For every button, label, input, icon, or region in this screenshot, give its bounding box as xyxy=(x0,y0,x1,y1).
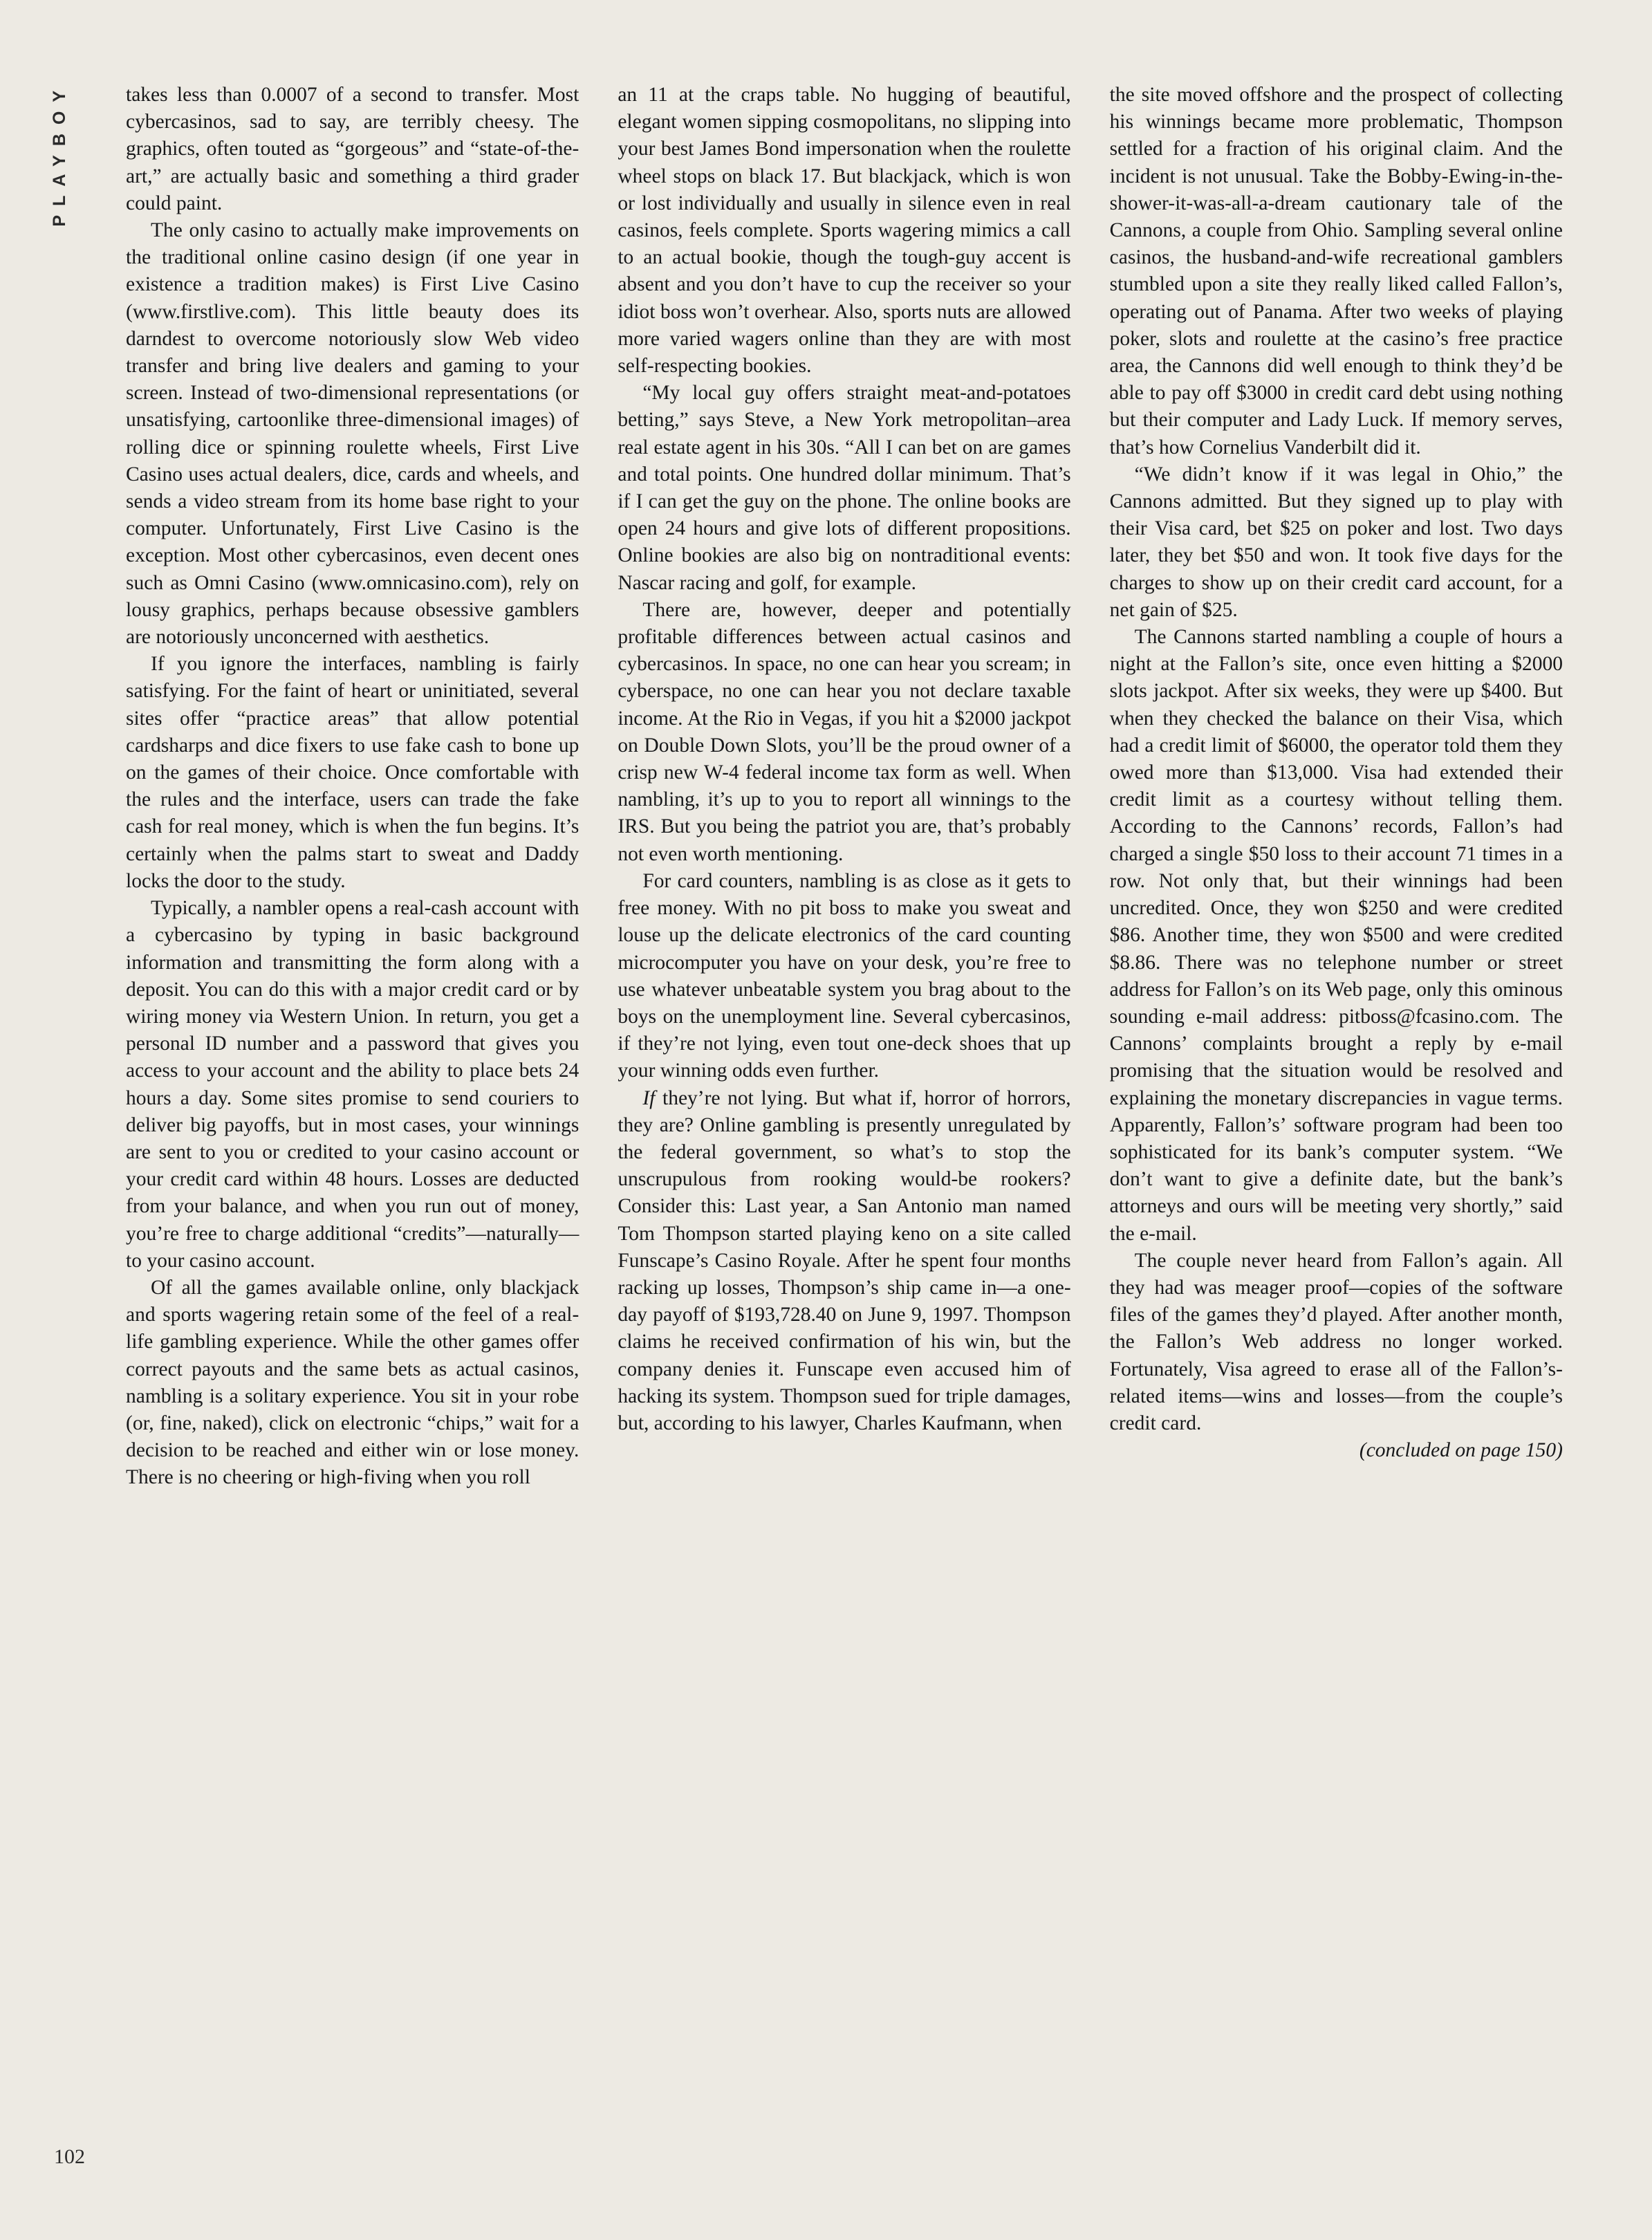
paragraph: The only casino to actually make improvements on the traditional online casino design (if one year in existence a tradition makes) is First Live Casino (www.firstlive.com). This little beauty does its darndest to overcome notoriously slow Web video transfer and bring live dealers and gaming to your screen. Instead of two-dimensional representations (or unsatisfying, cartoonlike three-dimensional images) of rolling dice or spinning roulette wheels, First Live Casino uses actual dealers, dice, cards and wheels, and sends a video stream from its home base right to your computer. Unfortunately, First Live Casino is the exception. Most other cybercasinos, even decent ones such as Omni Casino (www.omnicasino.com), rely on lousy graphics, perhaps because obsessive gamblers are notoriously unconcerned with aesthetics. xyxy=(126,219,579,649)
text-column-3 xyxy=(1110,82,1563,2129)
paragraph: There are, however, deeper and potentially profitable differences between actual casinos and cybercasinos. In space, no one can hear you scream; in cyberspace, no one can hear you not declare taxable income. At the Rio in Vegas, if you hit a $2000 jackpot on Double Down Slots, you’ll be the proud owner of a crisp new W-4 federal income tax form as well. When nambling, it’s up to you to report all winnings to the IRS. But you being the patriot you are, that’s probably not even worth mentioning. xyxy=(618,598,1071,865)
paragraph-with-italic-lead xyxy=(618,1085,1070,1438)
italic-lead-word: If xyxy=(642,1086,656,1109)
paragraph: an 11 at the craps table. No hugging of beautiful, elegant women sipping cosmopolitans, no slipping into your best James Bond impersonation when the roulette wheel stops on black 17. But blackjack, which is won or lost individually and usually in silence even in real casinos, feels complete. Sports wagering mimics a call to an actual bookie, though the tough-guy accent is absent and you don’t have to cup the receiver so your idiot boss won’t overhear. Also, sports nuts are allowed more varied wagers online than they are with most self-respecting bookies. xyxy=(618,84,1071,378)
text-column-1 xyxy=(126,82,579,2129)
text-column-2 xyxy=(618,82,1070,2129)
paragraph: The couple never heard from Fallon’s again. All they had was meager proof—copies of the software files of the games they’d played. After another month, the Fallon’s Web address no longer worked. Fortunately, Visa agreed to erase all of the Fallon’s-related items—wins and losses—from the couple’s credit card. xyxy=(1109,1249,1563,1434)
paragraph: For card counters, nambling is as close as it gets to free money. With no pit boss to make you sweat and louse up the delicate electronics of the card counting microcomputer you have on your desk, you’re free to use whatever unbeatable system you brag about to the boys on the unemployment line. Several cybercasinos, if they’re not lying, even tout one-deck shoes that up your winning odds even further. xyxy=(618,869,1071,1082)
masthead-playboy: PLAYBOY xyxy=(50,82,69,227)
paragraph: If you ignore the interfaces, nambling is fairly satisfying. For the faint of heart or uninitiated, several sites offer “practice areas” that allow potential cardsharps and dice fixers to use fake cash to bone up on the games of their choice. Once comfortable with the rules and the interface, users can trade the fake cash for real money, which is when the fun begins. It’s certainly when the palms start to sweat and Daddy locks the door to the study. xyxy=(126,653,579,892)
paragraph: “My local guy offers straight meat-and-potatoes betting,” says Steve, a New York metropolitan–area real estate agent in his 30s. “All I can bet on are games and total points. One hundred dollar minimum. That’s if I can get the guy on the phone. The online books are open 24 hours and give lots of different propositions. Online bookies are also big on nontraditional events: Nascar racing and golf, for example. xyxy=(618,382,1071,594)
paragraph: the site moved offshore and the prospect of collecting his winnings became more problematic, Thompson settled for a fraction of his original claim. And the incident is not unusual. Take the Bobby-Ewing-in-the-shower-it-was-all-a-dream cautionary tale of the Cannons, a couple from Ohio. Sampling several online casinos, the husband-and-wife recreational gamblers stumbled upon a site they really liked called Fallon’s, operating out of Panama. After two weeks of playing poker, slots and roulette at the casino’s free practice area, the Cannons did well enough to think they’d be able to pay off $3000 in credit card debt using nothing but their computer and Lady Luck. If memory serves, that’s how Cornelius Vanderbilt did it. xyxy=(1109,84,1563,459)
article-body xyxy=(126,82,1563,2129)
paragraph: Typically, a nambler opens a real-cash account with a cybercasino by typing in basic background information and transmitting the form along with a deposit. You can do this with a major credit card or by wiring money via Western Union. In return, you get a personal ID number and a password that gives you access to your account and the ability to place bets 24 hours a day. Some sites promise to send couriers to deliver big payoffs, but in most cases, your winnings are sent to you or credited to your casino account or your credit card within 48 hours. Losses are deducted from your balance, and when you run out of money, you’re free to charge additional “credits”—naturally—to your casino account. xyxy=(126,897,579,1272)
paragraph: The Cannons started nambling a couple of hours a night at the Fallon’s site, once even hitting a $2000 slots jackpot. After six weeks, they were up $400. But when they checked the balance on their Visa, which had a credit limit of $6000, the operator told them they owed more than $13,000. Visa had extended their credit limit as a courtesy without telling them. According to the Cannons’ records, Fallon’s had charged a single $50 loss to their account 71 times in a row. Not only that, but their winnings had been uncredited. Once, they won $250 and were credited $86. Another time, they won $500 and were credited $8.86. There was no telephone number or street address for Fallon’s on its Web page, only this ominous sounding e-mail address: pitboss@fcasino.com. The Cannons’ complaints brought a reply by e-mail promising that the situation would be resolved and explaining the monetary discrepancies in vague terms. Apparently, Fallon’s’ software program had been too sophisticated for its bank’s computer system. “We don’t want to give a definite date, but the bank’s attorneys and ours will be meeting very shortly,” said the e-mail. xyxy=(1109,626,1563,1245)
continuation-note: (concluded on page 150) xyxy=(1359,1439,1563,1462)
page-number: 102 xyxy=(54,2145,85,2168)
paragraph: “We didn’t know if it was legal in Ohio,” the Cannons admitted. But they signed up to play with their Visa card, bet $25 on poker and lost. Two days later, they bet $50 and won. It took five days for the charges to show up on their credit card account, for a net gain of $25. xyxy=(1109,463,1563,621)
paragraph-text: they’re not lying. But what if, horror of horrors, they are? Online gambling is presently unregulated by the federal government, so what’s to stop the unscrupulous from rooking would-be rookers? Consider this: Last year, a San Antonio man named Tom Thompson started playing keno on a site called Funscape’s Casino Royale. After he spent four months racking up losses, Thompson’s ship came in—a one-day payoff of $193,728.40 on June 9, 1997. Thompson claims he received confirmation of his win, but the company denies it. Funscape even accused him of hacking its system. Thompson sued for triple damages, but, according to his lawyer, Charles Kaufmann, when xyxy=(618,1086,1071,1434)
paragraph: Of all the games available online, only blackjack and sports wagering retain some of the feel of a real-life gambling experience. While the other games offer correct payouts and the same bets as actual casinos, nambling is a solitary experience. You sit in your robe (or, fine, naked), click on electronic “chips,” wait for a decision to be reached and either win or lose money. There is no cheering or high-fiving when you roll xyxy=(126,1276,579,1489)
paragraph: takes less than 0.0007 of a second to transfer. Most cybercasinos, sad to say, are terribly cheesy. The graphics, often touted as “gorgeous” and “state-of-the-art,” are actually basic and something a third grader could paint. xyxy=(126,84,579,214)
